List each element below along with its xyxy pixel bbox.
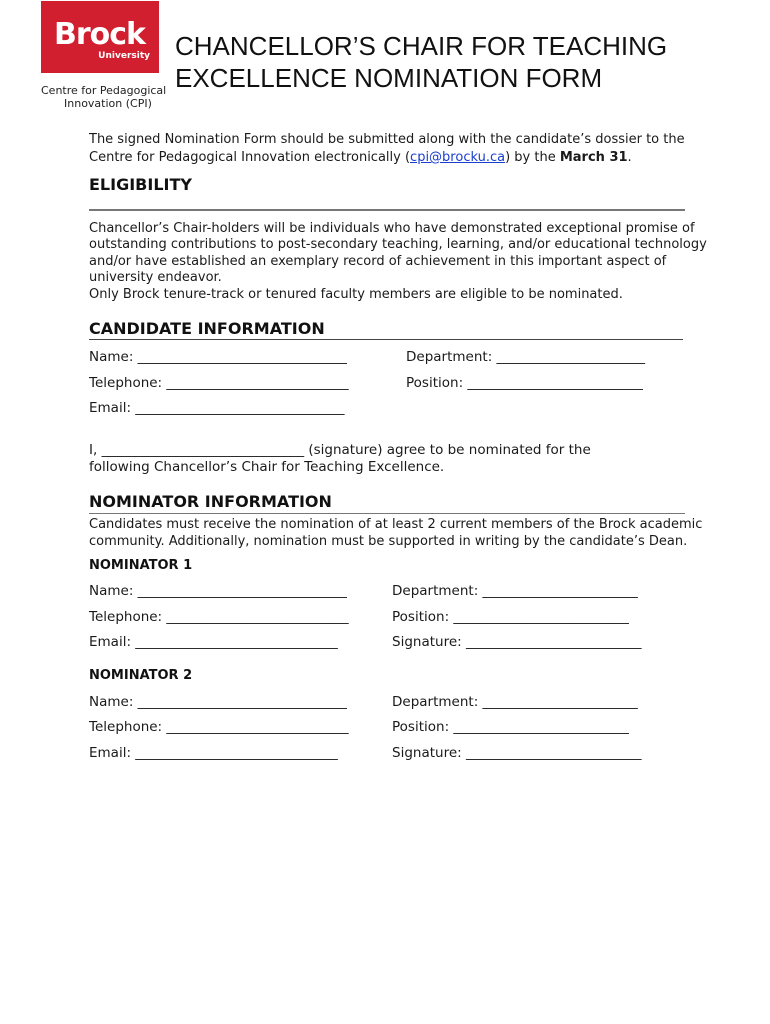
intro-line2 — [89, 149, 632, 166]
section-divider — [89, 513, 685, 514]
intro-text: Centre for Pedagogical Innovation electronically ( — [89, 150, 411, 165]
nominator-heading: NOMINATOR INFORMATION — [89, 492, 332, 511]
eligibility-line: Chancellor’s Chair-holders will be individuals who have demonstrated exceptional promise of — [89, 221, 695, 236]
eligibility-heading: ELIGIBILITY — [89, 175, 192, 194]
nominator-1-email-field[interactable]: Email: ______________________________ — [89, 634, 338, 650]
logo-subtitle: University — [98, 51, 150, 61]
candidate-signature-statement[interactable]: I, ______________________________ (signature) agree to be nominated for the — [89, 442, 591, 458]
candidate-position-field[interactable]: Position: __________________________ — [406, 375, 643, 391]
nominator-1-position-field[interactable]: Position: __________________________ — [392, 609, 629, 625]
intro-text: ) by the — [505, 150, 560, 165]
candidate-name-field[interactable]: Name: _______________________________ — [89, 349, 347, 365]
candidate-department-field[interactable]: Department: ______________________ — [406, 349, 646, 365]
nominator-intro-line1: Candidates must receive the nomination of at least 2 current members of the Brock academic — [89, 517, 703, 532]
nominator-2-position-field[interactable]: Position: __________________________ — [392, 719, 629, 735]
section-divider — [89, 339, 683, 340]
candidate-telephone-field[interactable]: Telephone: ___________________________ — [89, 375, 349, 391]
centre-name-line2: Innovation (CPI) — [64, 97, 152, 110]
nominator-1-signature-field[interactable]: Signature: __________________________ — [392, 634, 642, 650]
brock-university-logo — [41, 1, 159, 73]
eligibility-line: university endeavor. — [89, 270, 222, 285]
centre-name-line1: Centre for Pedagogical — [41, 84, 167, 97]
nominator-2-email-field[interactable]: Email: ______________________________ — [89, 745, 338, 761]
nominator-1-department-field[interactable]: Department: _______________________ — [392, 583, 638, 599]
nominator-2-telephone-field[interactable]: Telephone: ___________________________ — [89, 719, 349, 735]
intro-line1: The signed Nomination Form should be submitted along with the candidate’s dossier to the — [89, 132, 685, 147]
nominator-intro-line2: community. Additionally, nomination must be supported in writing by the candidate’s Dean. — [89, 534, 688, 549]
eligibility-line: Only Brock tenure-track or tenured faculty members are eligible to be nominated. — [89, 287, 623, 302]
logo-wordmark: Brock — [54, 17, 146, 52]
nominator-2-signature-field[interactable]: Signature: __________________________ — [392, 745, 642, 761]
deadline: March 31 — [559, 150, 628, 165]
nominator-2-label: NOMINATOR 2 — [89, 668, 193, 683]
eligibility-line: and/or have established an exemplary record of achievement in this important aspect of — [89, 254, 667, 269]
candidate-heading: CANDIDATE INFORMATION — [89, 319, 325, 338]
section-divider — [89, 209, 685, 211]
form-title-line2: EXCELLENCE NOMINATION FORM — [175, 63, 603, 93]
eligibility-line: outstanding contributions to post-secondary teaching, learning, and/or educational technology — [89, 237, 707, 252]
intro-text: . — [627, 150, 632, 165]
nominator-1-telephone-field[interactable]: Telephone: ___________________________ — [89, 609, 349, 625]
form-title-line1: CHANCELLOR’S CHAIR FOR TEACHING — [175, 31, 668, 61]
candidate-email-field[interactable]: Email: _______________________________ — [89, 400, 345, 416]
candidate-agreement-text: following Chancellor’s Chair for Teaching Excellence. — [89, 459, 445, 475]
cpi-email-link[interactable]: cpi@brocku.ca — [410, 150, 506, 165]
nominator-1-label: NOMINATOR 1 — [89, 558, 193, 573]
nominator-2-department-field[interactable]: Department: _______________________ — [392, 694, 638, 710]
nominator-1-name-field[interactable]: Name: _______________________________ — [89, 583, 347, 599]
nominator-2-name-field[interactable]: Name: _______________________________ — [89, 694, 347, 710]
form-title — [175, 30, 667, 94]
